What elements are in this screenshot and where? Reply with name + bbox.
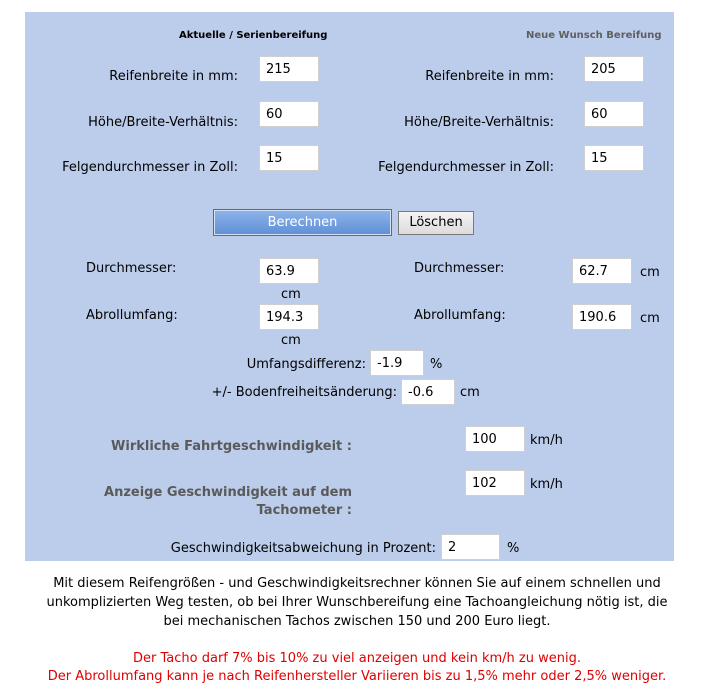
right-diameter-label: Durchmesser:	[414, 261, 505, 276]
clearance-change-unit: cm	[460, 385, 480, 400]
speed-deviation-unit: %	[507, 541, 520, 556]
description-line: Mit diesem Reifengrößen - und Geschwindigkeitsrechner können Sie auf einem schnellen und	[53, 576, 661, 591]
left-rim-input[interactable]	[259, 145, 319, 171]
real-speed-unit: km/h	[530, 433, 563, 448]
left-diameter-label: Durchmesser:	[86, 261, 177, 276]
clear-button[interactable]: Löschen	[398, 211, 474, 235]
right-ratio-label: Höhe/Breite-Verhältnis:	[404, 115, 554, 130]
current-tires-header: Aktuelle / Serienbereifung	[179, 30, 328, 41]
real-speed-label: Wirkliche Fahrtgeschwindigkeit :	[111, 439, 352, 454]
circumference-diff-output[interactable]	[370, 350, 424, 376]
right-circumference-unit: cm	[640, 311, 660, 326]
left-diameter-output[interactable]	[259, 258, 319, 284]
calculator-panel	[25, 12, 674, 561]
warning-line: Der Tacho darf 7% bis 10% zu viel anzeigen und kein km/h zu wenig.	[133, 651, 581, 666]
display-speed-input[interactable]	[465, 470, 525, 496]
left-circumference-label: Abrollumfang:	[86, 308, 178, 323]
speed-deviation-output[interactable]	[441, 534, 500, 560]
right-circumference-output[interactable]	[572, 304, 632, 330]
left-diameter-unit: cm	[281, 287, 301, 302]
right-width-label: Reifenbreite in mm:	[425, 69, 554, 84]
right-width-input[interactable]	[584, 56, 644, 82]
display-speed-label-line1: Anzeige Geschwindigkeit auf dem	[104, 485, 352, 500]
right-diameter-unit: cm	[640, 265, 660, 280]
right-diameter-output[interactable]	[572, 258, 632, 284]
speed-deviation-label: Geschwindigkeitsabweichung in Prozent:	[170, 541, 436, 556]
left-width-input[interactable]	[259, 56, 319, 82]
warning-text	[15, 650, 699, 686]
right-rim-label: Felgendurchmesser in Zoll:	[378, 160, 554, 175]
clearance-change-label: +/- Bodenfreiheitsänderung:	[211, 385, 397, 400]
clearance-change-output[interactable]	[401, 379, 455, 405]
description-line: bei mechanischen Tachos zwischen 150 und 200 Euro liegt.	[163, 614, 551, 629]
left-ratio-label: Höhe/Breite-Verhältnis:	[88, 115, 238, 130]
right-circumference-label: Abrollumfang:	[414, 308, 506, 323]
left-circumference-output[interactable]	[259, 304, 319, 330]
left-width-label: Reifenbreite in mm:	[109, 69, 238, 84]
display-speed-unit: km/h	[530, 477, 563, 492]
left-rim-label: Felgendurchmesser in Zoll:	[62, 160, 238, 175]
wish-tires-header: Neue Wunsch Bereifung	[526, 30, 662, 41]
real-speed-input[interactable]	[465, 426, 525, 452]
display-speed-label-line2: Tachometer :	[256, 503, 352, 518]
right-ratio-input[interactable]	[584, 101, 644, 127]
description-line: unkomplizierten Weg testen, ob bei Ihrer Wunschbereifung eine Tachoangleichung nötig ist, die	[46, 595, 668, 610]
left-ratio-input[interactable]	[259, 101, 319, 127]
circumference-diff-unit: %	[430, 357, 443, 372]
circumference-diff-label: Umfangsdifferenz:	[246, 357, 366, 372]
warning-line: Der Abrollumfang kann je nach Reifenhersteller Variieren bis zu 1,5% mehr oder 2,5% weniger.	[47, 669, 667, 684]
calculate-button[interactable]: Berechnen	[213, 209, 392, 236]
right-rim-input[interactable]	[584, 145, 644, 171]
left-circumference-unit: cm	[281, 333, 301, 348]
description-text	[15, 574, 699, 631]
display-speed-label	[60, 484, 352, 520]
